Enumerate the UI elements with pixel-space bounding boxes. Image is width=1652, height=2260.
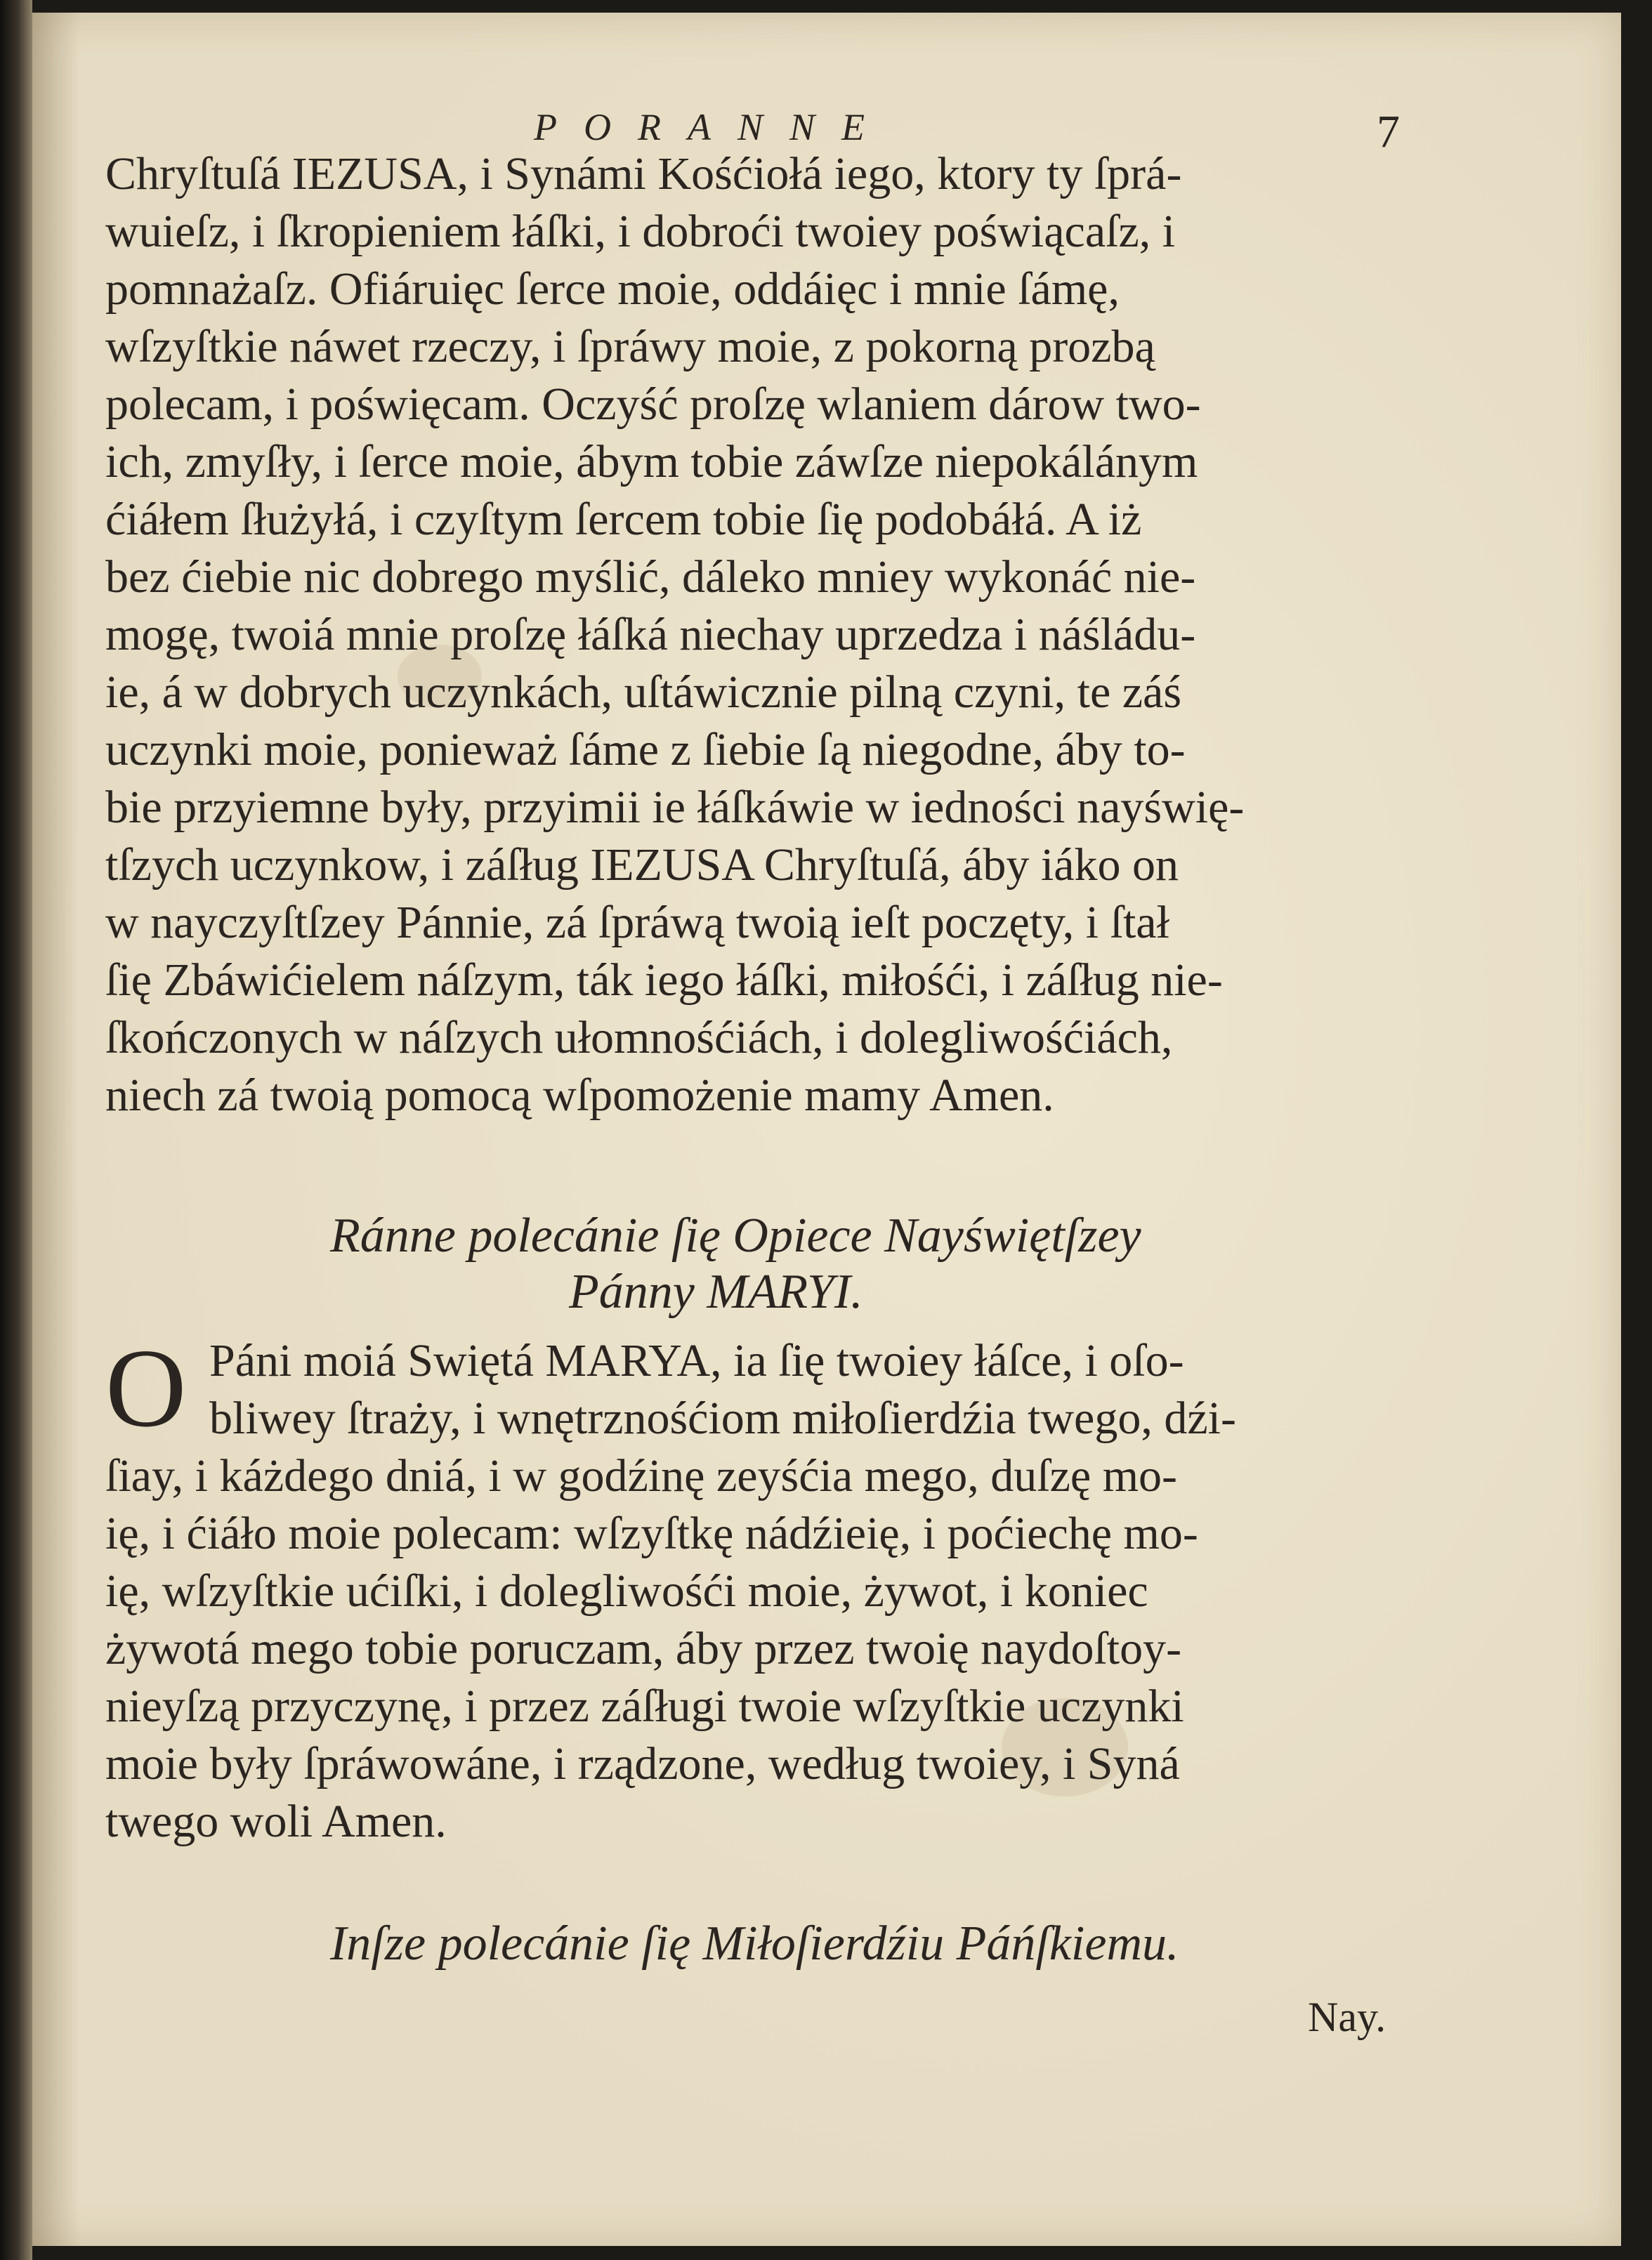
catchword: Nay. xyxy=(1308,1994,1386,2040)
text-line: wuieſz, i ſkropieniem łáſki, i dobroći twoiey poświącaſz, i xyxy=(105,206,1176,257)
text-line: moie były ſpráwowáne, i rządzone, według twoiey, i Syná xyxy=(105,1738,1180,1789)
text-line: wſzyſtkie náwet rzeczy, i ſpráwy moie, z pokorną prozbą xyxy=(105,321,1155,372)
text-line: niech zá twoią pomocą wſpomożenie mamy Amen. xyxy=(105,1070,1054,1121)
drop-cap: O xyxy=(105,1325,187,1450)
heading-line: Inſze polecánie ſię Miłoſierdźiu Páńſkiemu. xyxy=(330,1917,1179,1971)
text-line: ſiay, i káżdego dniá, i w godźinę zeyśćia mego, duſzę mo- xyxy=(105,1450,1178,1502)
text-line: bliwey ſtraży, i wnętrznośćiom miłoſierdźia twego, dźi- xyxy=(209,1393,1236,1444)
text-line: tſzych uczynkow, i záſług IEZUSA Chryſtuſá, áby iáko on xyxy=(105,839,1179,891)
text-line: polecam, i poświęcam. Oczyść proſzę wlaniem dárow two- xyxy=(105,379,1201,430)
text-line: żywotá mego tobie poruczam, áby przez twoię naydoſtoy- xyxy=(105,1623,1182,1674)
text-line: bie przyiemne były, przyimii ie łáſkáwie w iedności nayświę- xyxy=(105,782,1245,833)
text-line: ię, i ćiáło moie polecam: wſzyſtkę nádźieię, i poćiechę mo- xyxy=(105,1508,1198,1559)
text-line: twego woli Amen. xyxy=(105,1796,447,1847)
text-line: ſkończonych w náſzych ułomnośćiách, i dolegliwośćiách, xyxy=(105,1012,1173,1063)
text-line: ſię Zbáwićielem náſzym, ták iego łáſki, miłośći, i záſług nie- xyxy=(105,954,1223,1006)
page-number: 7 xyxy=(1377,106,1400,157)
text-line: ie, á w dobrych uczynkách, uſtáwicznie pilną czyni, te záś xyxy=(105,666,1182,718)
text-line: mogę, twoiá mnie proſzę łáſká niechay uprzedza i náśládu- xyxy=(105,609,1196,660)
text-line: ćiáłem ſłużyłá, i czyſtym ſercem tobie ſię podobáłá. A iż xyxy=(105,494,1142,545)
heading-line: Ránne polecánie ſię Opiece Nayświętſzey xyxy=(330,1209,1141,1263)
text-line: pomnażaſz. Ofiáruięc ſerce moie, oddáięc i mnie ſámę, xyxy=(105,263,1120,315)
text-line: Páni moiá Swiętá MARYA, ia ſię twoiey łáſce, i oſo- xyxy=(209,1335,1184,1386)
text-line: ich, zmyſły, i ſerce moie, ábym tobie záwſze niepokálánym xyxy=(105,436,1198,487)
text-line: bez ćiebie nic dobrego myślić, dáleko mniey wykonáć nie- xyxy=(105,551,1196,603)
text-line: uczynki moie, ponieważ ſáme z ſiebie ſą niegodne, áby to- xyxy=(105,724,1186,775)
text-line: Chryſtuſá IEZUSA, i Synámi Kośćiołá iego, ktory ty ſprá- xyxy=(105,148,1182,199)
heading-line: Pánny MARYI. xyxy=(569,1265,863,1319)
text-line: ię, wſzyſtkie ućiſki, i dolegliwośći moie, żywot, i koniec xyxy=(105,1565,1148,1617)
running-head: PORANNE xyxy=(534,106,891,148)
text-line: nieyſzą przyczynę, i przez záſługi twoie wſzyſtkie uczynki xyxy=(105,1681,1184,1732)
text-line: w nayczyſtſzey Pánnie, zá ſpráwą twoią ieſt poczęty, i ſtał xyxy=(105,897,1169,948)
book-gutter xyxy=(0,0,32,2260)
